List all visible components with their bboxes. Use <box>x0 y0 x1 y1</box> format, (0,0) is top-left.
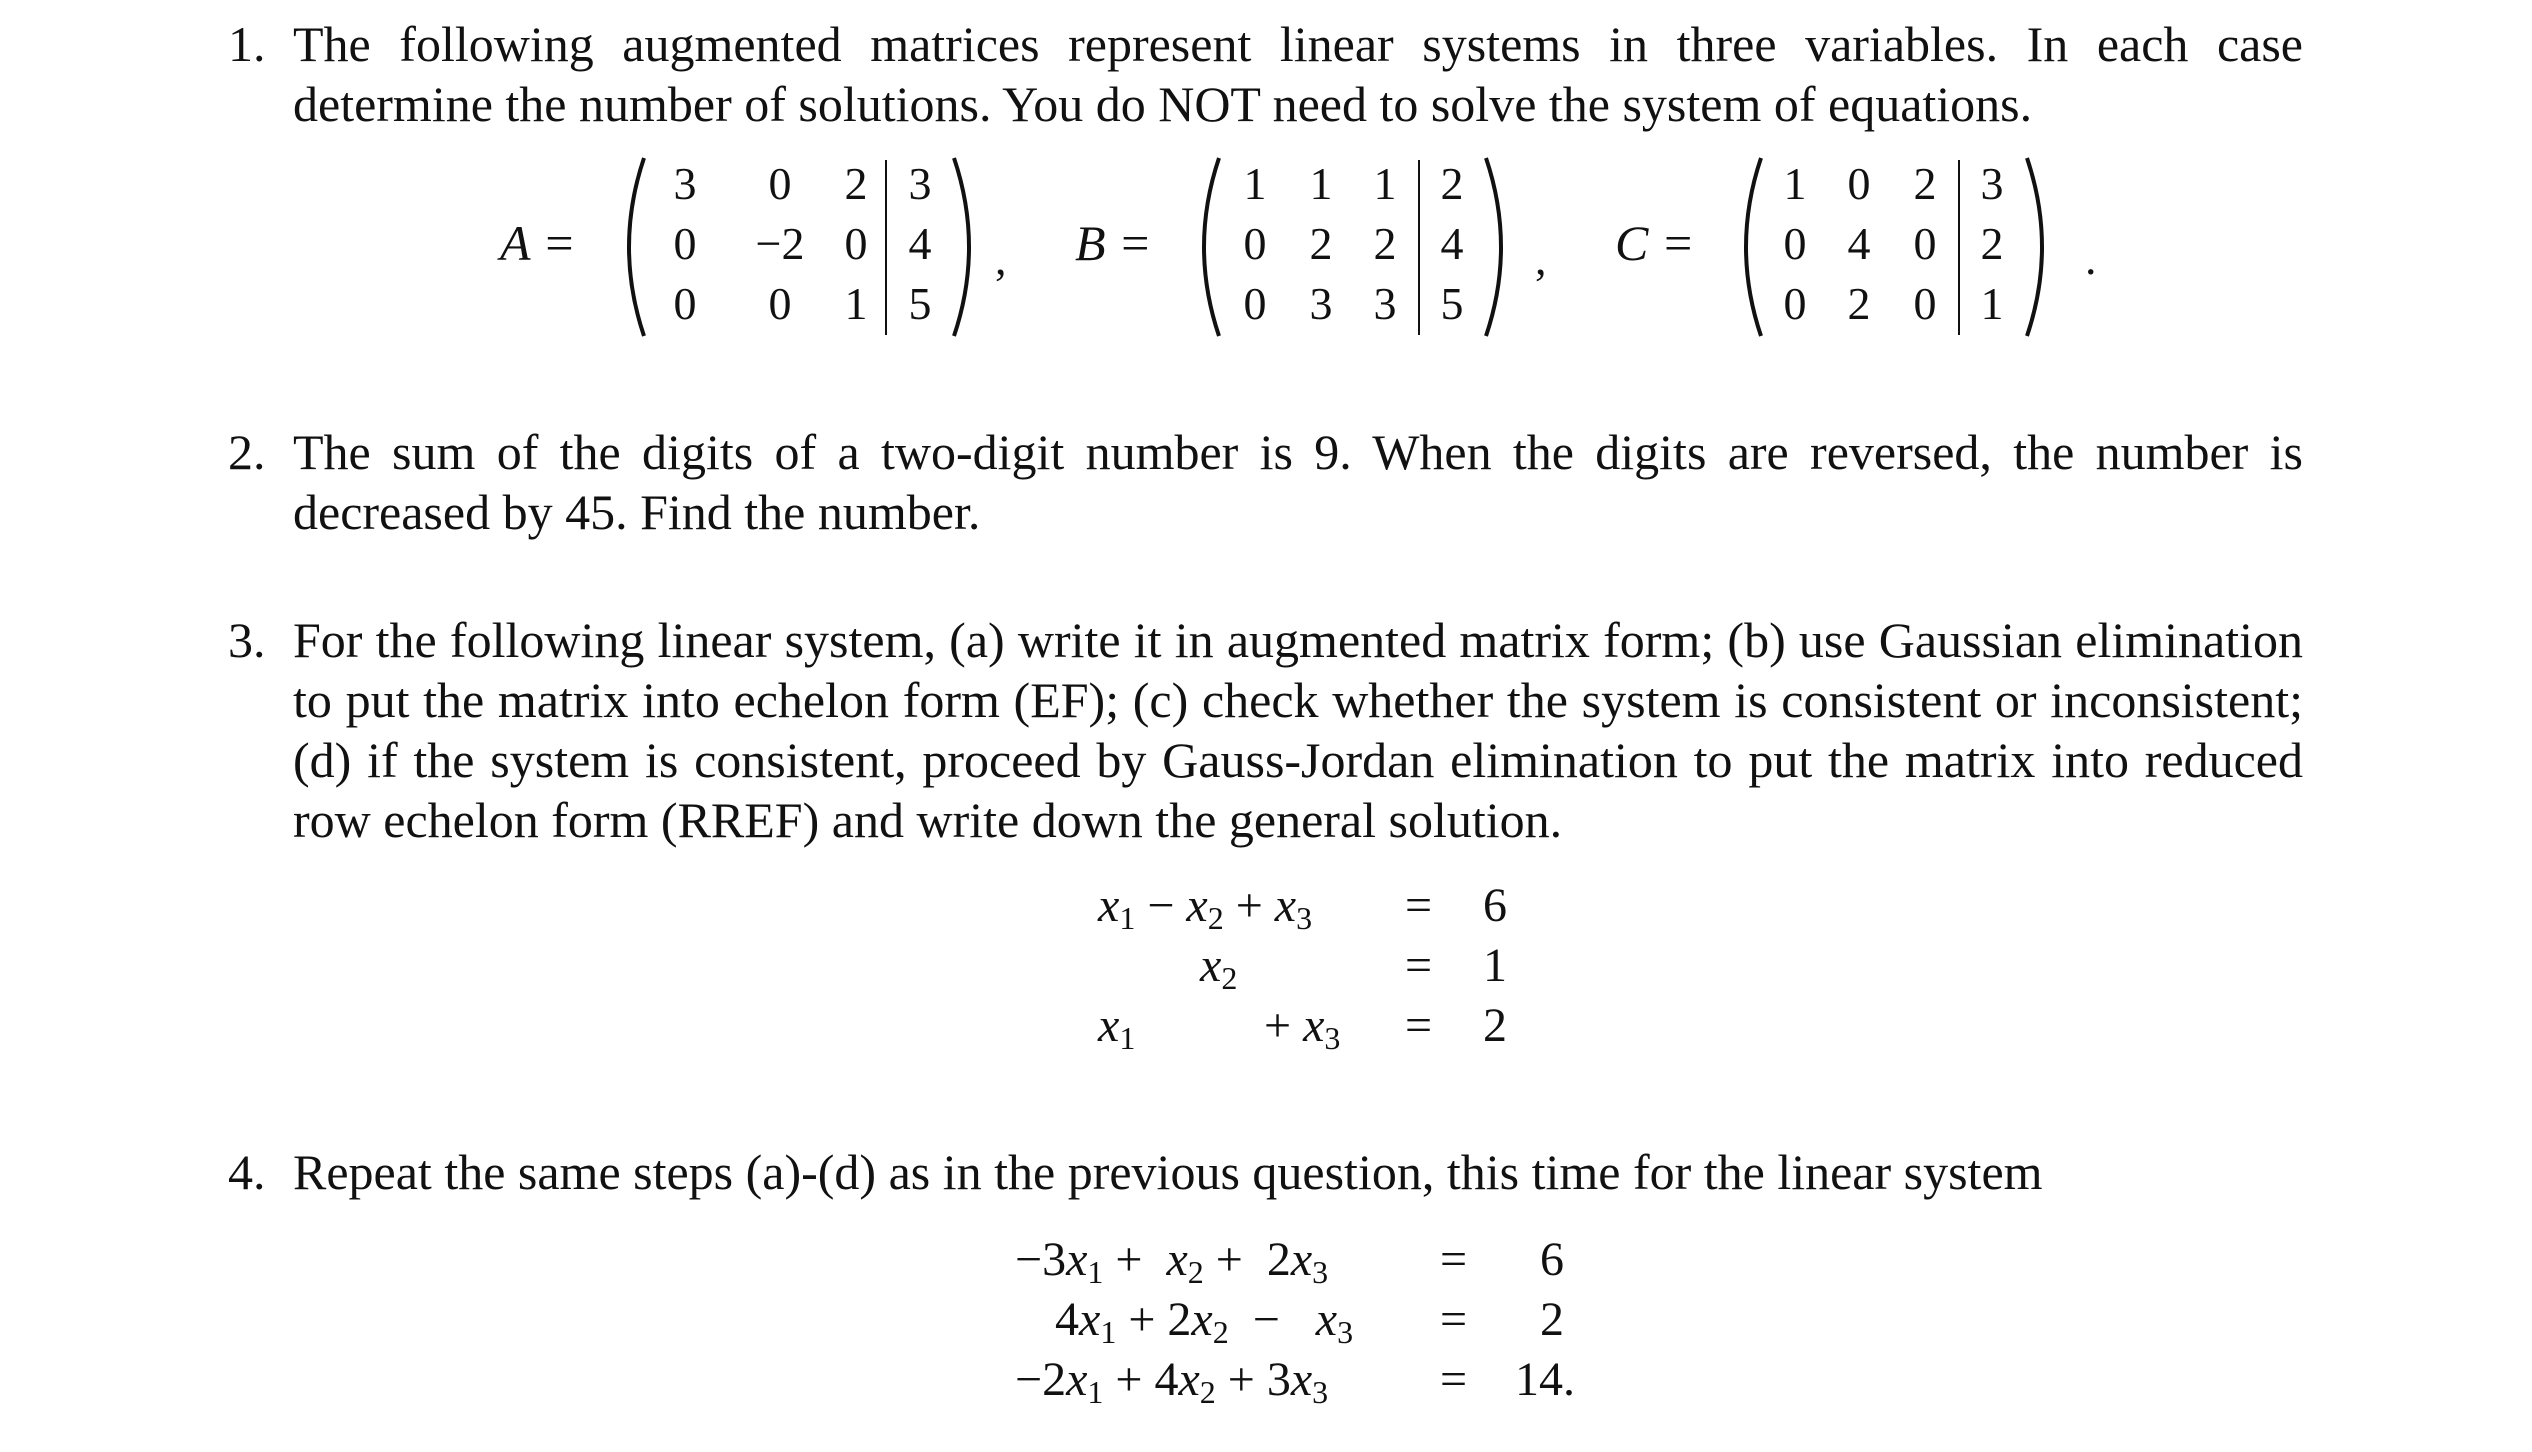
problem-number: 1. <box>228 16 266 72</box>
matrix-cell: 1 <box>1373 158 1397 209</box>
right-paren-icon <box>948 152 988 342</box>
matrix-b <box>1075 152 1575 342</box>
problem-4 <box>228 1142 2303 1202</box>
matrix-cell: 4 <box>1847 218 1871 269</box>
equation-rhs: 6 <box>1540 1233 1564 1286</box>
matrix-cell: 0 <box>1783 218 1807 269</box>
equation-rhs: 2 <box>1483 999 1507 1052</box>
matrix-cell: 5 <box>908 278 932 329</box>
matrix-c <box>1615 152 2135 342</box>
equation-rhs: 2 <box>1540 1293 1564 1346</box>
equation-lhs: $x_1$ <box>1098 999 1136 1056</box>
matrix-cell: 0 <box>1243 278 1267 329</box>
matrix-cell: 2 <box>1373 218 1397 269</box>
punctuation: , <box>995 233 1007 284</box>
matrix-cell: 0 <box>1913 278 1937 329</box>
matrix-cell: 0 <box>1243 218 1267 269</box>
equals-sign: = <box>1405 939 1433 992</box>
matrix-cell: 3 <box>908 158 932 209</box>
right-paren-icon <box>1480 152 1520 342</box>
matrix-cell: 0 <box>1783 278 1807 329</box>
matrices-row <box>0 152 2532 342</box>
equation-lhs: $4x_1 + 2x_2 - x_3$ <box>1055 1293 1354 1350</box>
problem-1 <box>228 14 2303 134</box>
matrix-cell: 2 <box>1847 278 1871 329</box>
left-paren-icon <box>1185 152 1225 342</box>
problem-number: 4. <box>228 1144 266 1200</box>
matrix-cell: 3 <box>673 158 697 209</box>
matrix-cell: 5 <box>1440 278 1464 329</box>
matrix-label: A = <box>500 215 576 271</box>
matrix-label: C = <box>1615 215 1695 271</box>
problem-2 <box>228 422 2303 542</box>
left-paren-icon <box>1727 152 1767 342</box>
punctuation: . <box>2085 233 2097 284</box>
left-paren-icon <box>610 152 650 342</box>
equation-rhs: 14. <box>1515 1353 1575 1406</box>
problem-number: 3. <box>228 612 266 668</box>
matrix-a <box>500 152 1007 342</box>
matrix-cell: 4 <box>908 218 932 269</box>
matrix-cell: 1 <box>1783 158 1807 209</box>
matrix-cell: 0 <box>768 158 792 209</box>
matrix-cell: 1 <box>1243 158 1267 209</box>
problem-text: For the following linear system, (a) write it in augmented matrix form; (b) use Gaussian elimination to put the matrix into echelon form (EF); (c) check whether the system is consistent or inconsistent; (d) if the system is consistent, proceed by Gauss-Jordan elimination to put the matrix into reduced row echelon form (RREF) and write down the general solution. <box>293 612 2303 848</box>
matrix-label: B = <box>1075 215 1152 271</box>
problem-3 <box>228 610 2303 850</box>
equation-rhs: 1 <box>1483 939 1507 992</box>
problem-number: 2. <box>228 424 266 480</box>
matrix-cell: 0 <box>673 278 697 329</box>
equation-lhs: $x_1 - x_2 + x_3$ <box>1098 879 1313 936</box>
problem-text: The sum of the digits of a two-digit number is 9. When the digits are reversed, the number is decreased by 45. Find the number. <box>293 424 2303 540</box>
matrix-cell: 1 <box>1980 278 2004 329</box>
matrix-cell: 2 <box>844 158 868 209</box>
augment-bar <box>885 160 887 335</box>
matrix-cell: 0 <box>673 218 697 269</box>
equation-lhs: + $x_3$ <box>1264 999 1341 1056</box>
matrix-cell: 4 <box>1440 218 1464 269</box>
equation-lhs: $x_2$ <box>1200 939 1238 996</box>
punctuation: , <box>1535 233 1547 284</box>
augment-bar <box>1958 160 1960 335</box>
equation-lhs: $-2x_1 + 4x_2 + 3x_3$ <box>1015 1353 1329 1410</box>
matrix-cell: 2 <box>1440 158 1464 209</box>
matrix-cell: 0 <box>1913 218 1937 269</box>
matrix-cell: 1 <box>844 278 868 329</box>
matrix-cell: 2 <box>1309 218 1333 269</box>
equals-sign: = <box>1405 999 1433 1052</box>
matrix-cell: 3 <box>1309 278 1333 329</box>
matrix-cell: 0 <box>844 218 868 269</box>
problem-text: The following augmented matrices represent linear systems in three variables. In each case determine the number of solutions. You do NOT need to solve the system of equations. <box>293 16 2303 132</box>
equals-sign: = <box>1440 1353 1468 1406</box>
equation-rhs: 6 <box>1483 879 1507 932</box>
matrix-cell: 0 <box>1847 158 1871 209</box>
matrix-cell: 3 <box>1980 158 2004 209</box>
problem-text: Repeat the same steps (a)-(d) as in the previous question, this time for the linear system <box>293 1144 2043 1200</box>
matrix-cell: −2 <box>755 218 805 269</box>
equals-sign: = <box>1440 1233 1468 1286</box>
matrix-cell: 2 <box>1913 158 1937 209</box>
right-paren-icon <box>2021 152 2061 342</box>
equals-sign: = <box>1405 879 1433 932</box>
augment-bar <box>1418 160 1420 335</box>
matrix-cell: 2 <box>1980 218 2004 269</box>
matrix-cell: 1 <box>1309 158 1333 209</box>
matrix-cell: 0 <box>768 278 792 329</box>
equals-sign: = <box>1440 1293 1468 1346</box>
equation-lhs: $-3x_1 + x_2 + 2x_3$ <box>1015 1233 1329 1290</box>
matrix-cell: 3 <box>1373 278 1397 329</box>
